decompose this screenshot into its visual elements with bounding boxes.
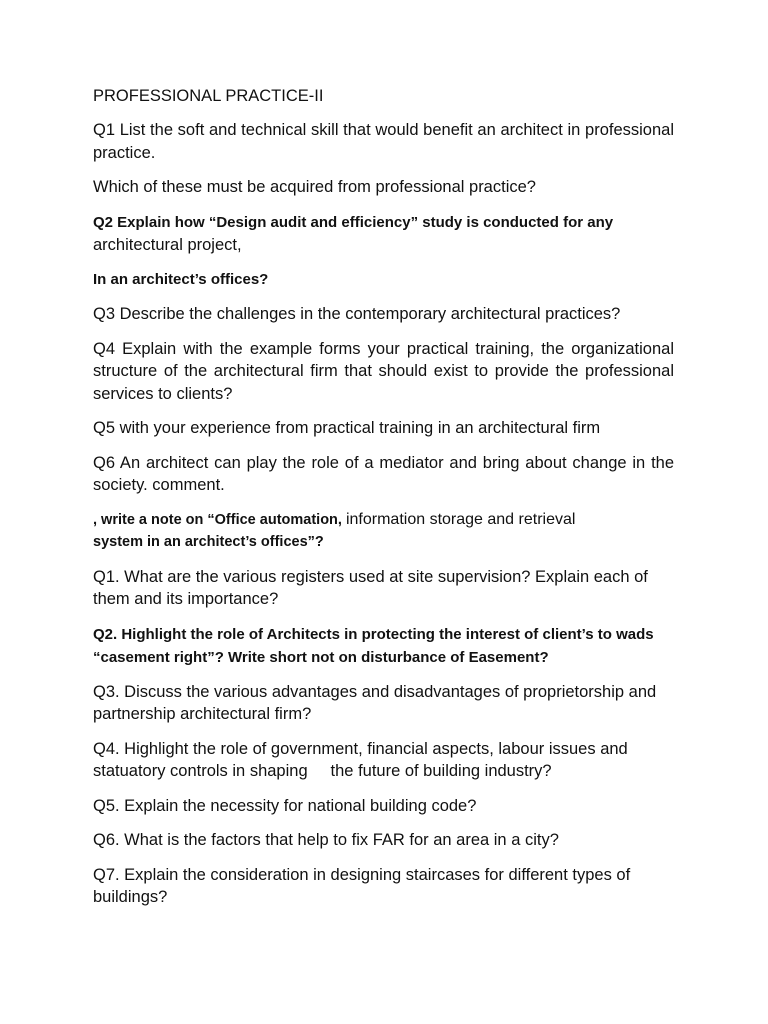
question-q1: Q1 List the soft and technical skill that would benefit an architect in professional practice. <box>93 121 674 162</box>
question-q6: Q6 An architect can play the role of a mediator and bring about change in the society. comment. <box>93 453 674 494</box>
question-q2 <box>93 211 674 257</box>
note-office-automation <box>93 509 674 554</box>
question-2-q7: Q7. Explain the consideration in designing staircases for different types of buildings? <box>93 865 631 906</box>
question-q5: Q5 with your experience from practical training in an architectural firm <box>93 419 601 437</box>
question-q4: Q4 Explain with the example forms your practical training, the organizational structure of the architectural firm that should exist to provide the professional services to clients? <box>93 339 674 403</box>
question-2-q4: Q4. Highlight the role of government, financial aspects, labour issues and statuatory controls in shaping the future of building industry? <box>93 739 633 780</box>
question-q1-followup: Which of these must be acquired from professional practice? <box>93 178 536 196</box>
question-2-q1: Q1. What are the various registers used at site supervision? Explain each of them and its importance? <box>93 567 648 608</box>
note-line2: system in an architect’s offices”? <box>93 534 324 550</box>
question-q3: Q3 Describe the challenges in the contemporary architectural practices? <box>93 305 621 323</box>
note-line1-bold: , write a note on “Office automation, <box>93 511 346 528</box>
question-2-q3: Q3. Discuss the various advantages and disadvantages of proprietorship and partnership architectural firm? <box>93 682 657 723</box>
question-q2-offices: In an architect’s offices? <box>93 271 269 288</box>
question-2-q2: Q2. Highlight the role of Architects in protecting the interest of client’s to wads “casement right”? Write short not on disturbance of Easement? <box>93 625 654 666</box>
question-2-q5: Q5. Explain the necessity for national building code? <box>93 796 477 815</box>
note-line1 <box>93 509 674 532</box>
question-2-q6: Q6. What is the factors that help to fix FAR for an area in a city? <box>93 831 559 849</box>
question-q2-line1: Q2 Explain how “Design audit and efficiency” study is conducted for any <box>93 213 614 231</box>
page-title: PROFESSIONAL PRACTICE-II <box>93 87 324 105</box>
note-line1-rest: information storage and retrieval <box>345 510 576 528</box>
question-q2-line2: architectural project, <box>93 235 242 254</box>
